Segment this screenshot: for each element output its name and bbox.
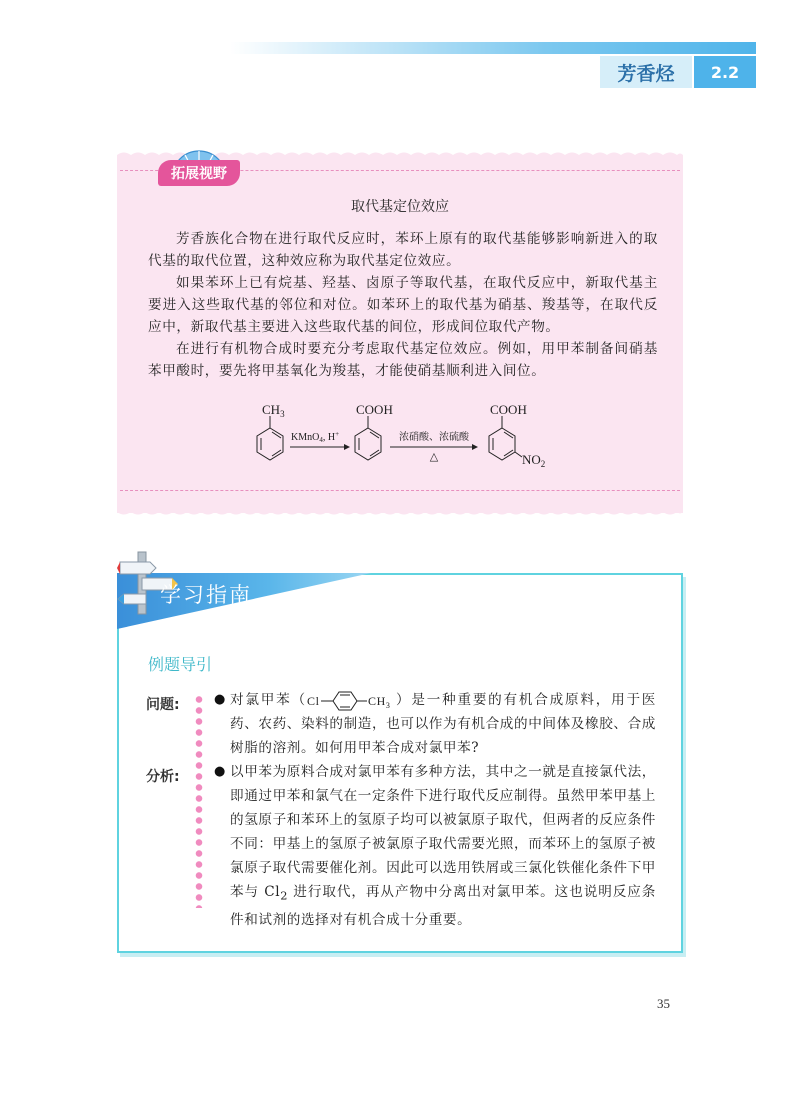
reaction-arrow-1-head bbox=[344, 444, 350, 450]
extension-title: 取代基定位效应 bbox=[351, 199, 449, 215]
svg-text:CH3: $CH_3$ bbox=[367, 693, 391, 710]
product-cooh: COOH bbox=[490, 402, 527, 417]
reagent-2: 浓硝酸、浓硫酸 bbox=[399, 432, 469, 443]
section-number: 2.2 bbox=[694, 56, 756, 88]
bullet-icon: ● bbox=[214, 764, 226, 779]
benzoic-acid-cooh: COOH bbox=[356, 402, 393, 417]
benzoic-acid-structure bbox=[355, 416, 381, 460]
extension-paragraph-2: 如果苯环上已有烷基、羟基、卤原子等取代基，在取代反应中，新取代基主要进入这些取代基的邻位和对位。如苯环上的取代基为硝基、羧基等，在取代反应中，新取代基主要进入这些取代基的间位，形成间位取代产物。 bbox=[148, 275, 658, 335]
question-label: 问题: bbox=[146, 697, 180, 713]
condition-heat: △ bbox=[429, 450, 439, 463]
reaction-scheme bbox=[240, 400, 560, 480]
extension-paragraph-3: 在进行有机物合成时要充分考虑取代基定位效应。例如，用甲苯制备间硝基苯甲酸时，要先将甲基氧化为羧基，才能使硝基顺利进入间位。 bbox=[148, 341, 658, 379]
reaction-arrow-2-head bbox=[472, 444, 478, 450]
example-heading: 例题导引 bbox=[148, 655, 213, 674]
study-guide-title: 学习指南 bbox=[160, 583, 252, 607]
reagent-1: KMnO$_4$, H+ bbox=[291, 430, 340, 444]
extension-badge: 拓展视野 bbox=[158, 160, 240, 186]
m-nitrobenzoic-acid-structure bbox=[489, 416, 522, 460]
dashed-divider-bottom bbox=[120, 490, 680, 491]
svg-text:Cl: Cl bbox=[306, 693, 320, 708]
toluene-methyl: $CH_3$ bbox=[262, 402, 285, 419]
cl2-subscript: 2 bbox=[280, 888, 289, 903]
question-text-end: ）是一种重要的有机合成原料，用于医药、农药、染料的制造，也可以作为有机合成的中间体及橡胶、合成树脂的溶剂。如何用甲苯合成对氯甲苯? bbox=[230, 692, 657, 756]
dotted-separator bbox=[194, 694, 204, 908]
bullet-icon: ● bbox=[214, 692, 226, 707]
analysis-text bbox=[230, 760, 656, 932]
section-title: 芳香烃 bbox=[600, 56, 692, 88]
analysis-label: 分析: bbox=[146, 769, 180, 785]
toluene-structure bbox=[257, 416, 283, 460]
p-chlorotoluene-structure bbox=[307, 691, 395, 711]
header-band bbox=[230, 42, 756, 54]
question-text-start: 对氯甲苯（ bbox=[230, 692, 307, 708]
analysis-text-end: 进行取代，再从产物中分离出对氯甲苯。这也说明反应条件和试剂的选择对有机合成十分重要。 bbox=[230, 884, 657, 928]
analysis-text-start: 以甲苯为原料合成对氯甲苯有多种方法，其中之一就是直接氯代法，即通过甲苯和氯气在一定条件下进行取代反应制得。虽然甲苯甲基上的氢原子和苯环上的氢原子均可以被氯原子取代，但两者的反应条件不同：甲基上的氢原子被氯原子取代需要光照，而苯环上的氢原子被氯原子取代需要催化剂。因此可以选用铁屑或三氯化铁催化条件下甲苯与 Cl bbox=[230, 764, 656, 900]
page-number: 35 bbox=[657, 996, 670, 1011]
product-no2: $NO_2$ bbox=[522, 452, 546, 469]
zigzag-bottom-edge bbox=[117, 507, 683, 517]
extension-paragraph-1: 芳香族化合物在进行取代反应时，苯环上原有的取代基能够影响新进入的取代基的取代位置，这种效应称为取代基定位效应。 bbox=[148, 231, 658, 269]
question-text bbox=[230, 688, 656, 760]
